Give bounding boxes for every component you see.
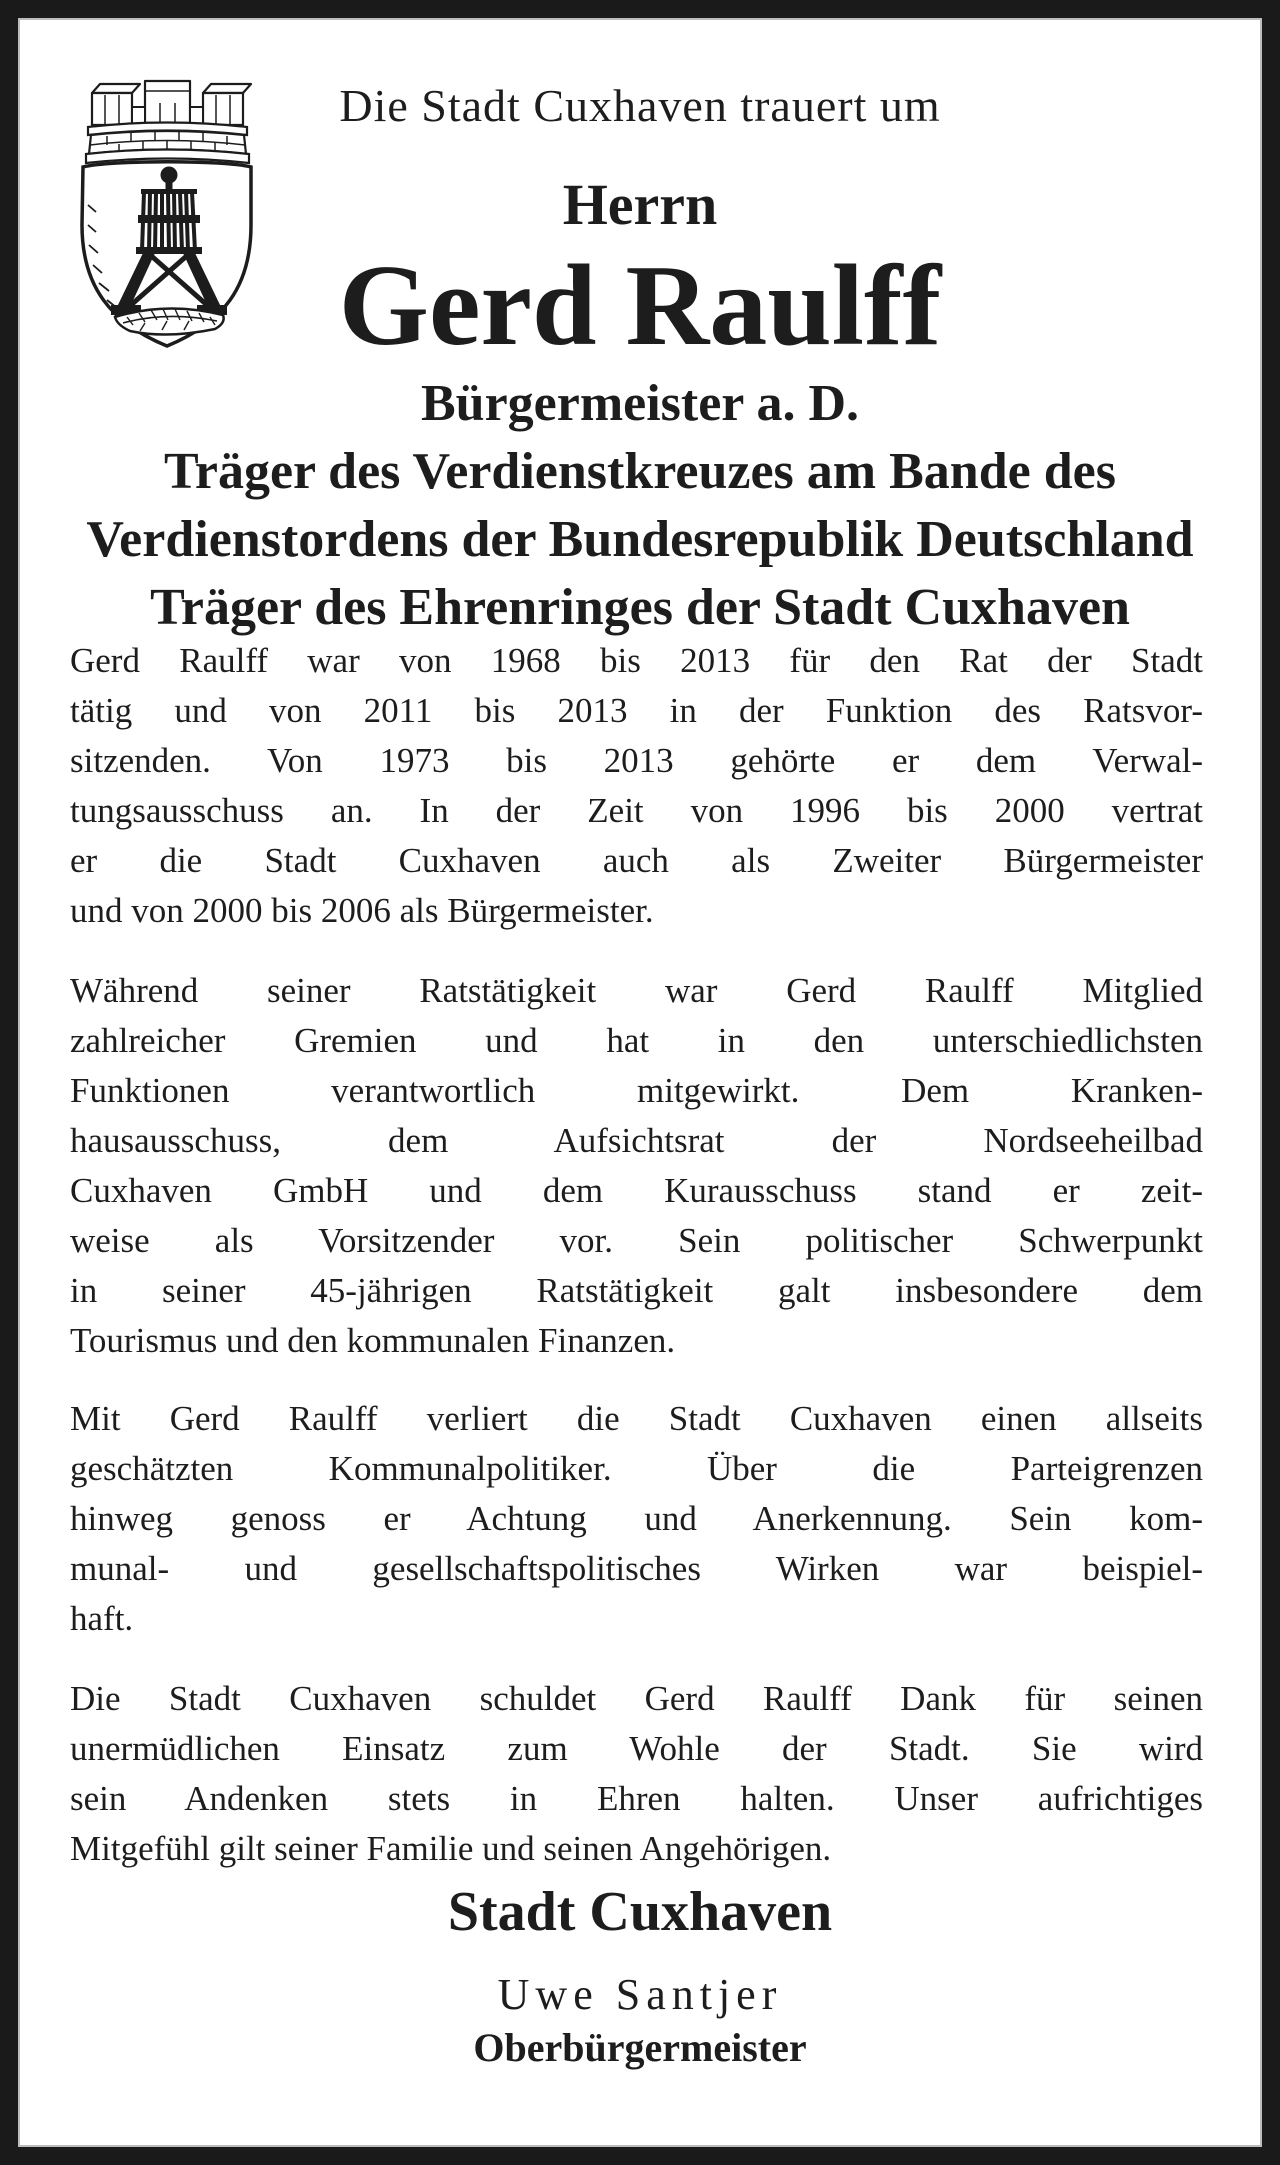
title-line: Verdienstordens der Bundesrepublik Deutschland [86, 511, 1194, 568]
signature-person: Uwe Santjer [497, 1970, 783, 2019]
text-line: munal- und gesellschaftspolitisches Wirken war beispiel- [70, 1549, 1203, 1588]
text-line: tungsausschuss an. In der Zeit von 1996 bis 2000 vertrat [70, 791, 1203, 830]
text-line: weise als Vorsitzender vor. Sein politischer Schwerpunkt [70, 1221, 1203, 1260]
text-line: zahlreicher Gremien und hat in den unterschiedlichsten [70, 1021, 1203, 1060]
text-line: Mit Gerd Raulff verliert die Stadt Cuxhaven einen allseits [70, 1399, 1203, 1438]
text-line: unermüdlichen Einsatz zum Wohle der Stadt. Sie wird [70, 1729, 1203, 1768]
text-line: hausausschuss, dem Aufsichtsrat der Nordseeheilbad [70, 1121, 1203, 1160]
signature-role: Oberbürgermeister [473, 2025, 807, 2070]
text-line: Während seiner Ratstätigkeit war Gerd Raulff Mitglied [70, 971, 1203, 1010]
paragraph-esteem [70, 1394, 1203, 1644]
title-line: Träger des Ehrenringes der Stadt Cuxhaven [150, 579, 1130, 636]
honors-title-block [18, 370, 1262, 642]
text-line: Cuxhaven GmbH und dem Kurausschuss stand er zeit- [70, 1171, 1203, 1210]
text-line: in seiner 45-jährigen Ratstätigkeit galt insbesondere dem [70, 1271, 1203, 1310]
paragraph-committees [70, 966, 1203, 1366]
text-line: tätig und von 2011 bis 2013 in der Funktion des Ratsvor- [70, 691, 1203, 730]
text-line: hinweg genoss er Achtung und Anerkennung. Sein kom- [70, 1499, 1203, 1538]
text-line: Mitgefühl gilt seiner Familie und seinen Angehörigen. [70, 1829, 832, 1868]
text-line: Gerd Raulff war von 1968 bis 2013 für den Rat der Stadt [70, 641, 1203, 680]
text-line: geschätzten Kommunalpolitiker. Über die Parteigrenzen [70, 1449, 1203, 1488]
title-line: Träger des Verdienstkreuzes am Bande des [164, 443, 1116, 500]
deceased-name: Gerd Raulff [338, 242, 942, 370]
paragraph-career [70, 636, 1203, 936]
paragraph-gratitude [70, 1674, 1203, 1874]
title-line: Bürgermeister a. D. [420, 375, 859, 432]
signature-organization: Stadt Cuxhaven [447, 1881, 833, 1943]
text-line: Die Stadt Cuxhaven schuldet Gerd Raulff Dank für seinen [70, 1679, 1203, 1718]
text-line: er die Stadt Cuxhaven auch als Zweiter Bürgermeister [70, 841, 1203, 880]
salutation: Herrn [562, 172, 718, 237]
text-line: haft. [70, 1599, 134, 1638]
text-line: sitzenden. Von 1973 bis 2013 gehörte er dem Verwal- [70, 741, 1203, 780]
text-line: und von 2000 bis 2006 als Bürgermeister. [70, 891, 654, 930]
text-line: sein Andenken stets in Ehren halten. Unser aufrichtiges [70, 1779, 1203, 1818]
opener-line: Die Stadt Cuxhaven trauert um [339, 80, 941, 131]
text-line: Funktionen verantwortlich mitgewirkt. Dem Kranken- [70, 1071, 1203, 1110]
text-line: Tourismus und den kommunalen Finanzen. [70, 1321, 676, 1360]
